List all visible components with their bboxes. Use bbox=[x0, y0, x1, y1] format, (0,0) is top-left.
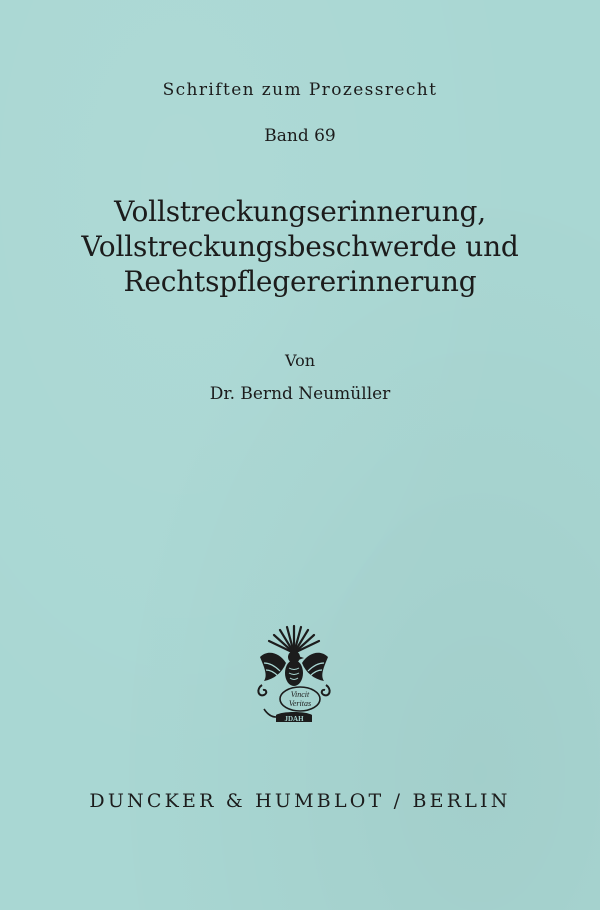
book-title bbox=[0, 194, 600, 299]
title-line: Rechtspflegererinnerung bbox=[123, 265, 477, 298]
publisher-name: DUNCKER & HUMBLOT / BERLIN bbox=[89, 790, 511, 812]
eagle-emblem-icon bbox=[254, 623, 334, 725]
publisher-monogram: JDAH bbox=[284, 715, 304, 723]
title-line: Vollstreckungserinnerung, bbox=[114, 195, 486, 228]
by-label: Von bbox=[284, 351, 316, 370]
author-name: Dr. Bernd Neumüller bbox=[209, 384, 391, 404]
motto-line: Veritas bbox=[288, 699, 312, 708]
volume-number: Band 69 bbox=[264, 126, 336, 146]
motto-line: Vincit bbox=[290, 690, 310, 699]
title-line: Vollstreckungsbeschwerde und bbox=[81, 230, 519, 263]
series-title: Schriften zum Prozessrecht bbox=[162, 80, 438, 100]
